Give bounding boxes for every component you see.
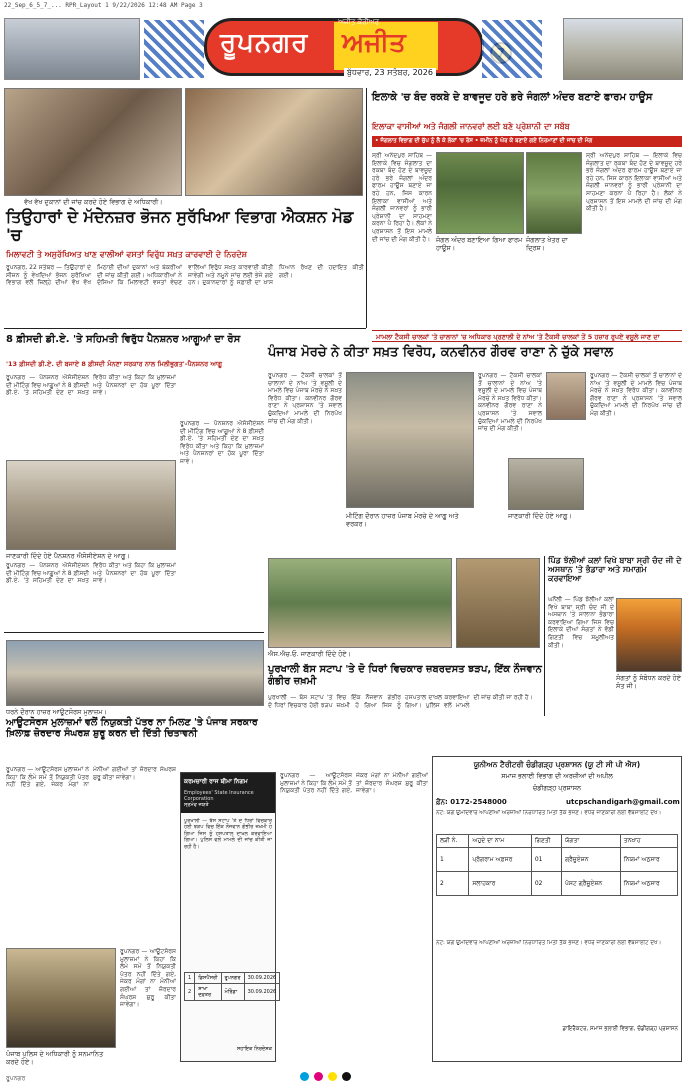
esic-org-name: ਕਰਮਚਾਰੀ ਰਾਜ ਬੀਮਾ ਨਿਗਮ xyxy=(184,778,248,785)
masthead-date: ਬੁੱਧਵਾਰ, 23 ਸਤੰਬਰ, 2026 xyxy=(344,68,436,78)
divider-bottom-left xyxy=(4,632,264,633)
pensioners-body: ਰੂਪਨਗਰ — ਪੈਨਸ਼ਨਰ ਐਸੋਸੀਏਸ਼ਨ ਦੀ ਮੀਟਿੰਗ ਵਿਚ ਆਗੂਆਂ ਨੇ 8 ਫ਼ੀਸਦੀ ਡੀ.ਏ. 'ਤੇ ਸਹਿਮਤੀ ਦੇਣ ਦਾ ਸਖ਼ਤ ਵਿਰੋਧ ਕੀਤਾ ਅਤੇ ਕਿਹਾ ਕਿ ਮੁਲਾਜ਼ਮਾਂ ਅਤੇ ਪੈਨਸ਼ਨਰਾਂ ਦਾ ਹੱਕ ਪੂਰਾ ਦਿੱਤਾ ਜਾਵੇ। xyxy=(180,420,264,465)
table-row: 2 ਸਲਾਹਕਾਰ 02 ਪੋਸਟ ਗ੍ਰੈਜੂਏਸ਼ਨ ਨਿਯਮਾਂ ਅਨੁਸਾਰ xyxy=(437,872,678,896)
ut-ad-title: ਯੂਨੀਅਨ ਟੈਰੀਟਰੀ ਚੰਡੀਗੜ੍ਹ ਪ੍ਰਸ਼ਾਸਨ (ਯੂ ਟੀ ਸੀ ਪੀ ਐਸ) xyxy=(473,760,641,769)
pensioners-body-top: ਰੂਪਨਗਰ — ਪੈਨਸ਼ਨਰ ਐਸੋਸੀਏਸ਼ਨ ਦੀ ਮੀਟਿੰਗ ਵਿਚ ਆਗੂਆਂ ਨੇ 8 ਫ਼ੀਸਦੀ ਡੀ.ਏ. 'ਤੇ ਸਹਿਮਤੀ ਦੇਣ ਦਾ ਸਖ਼ਤ ਵਿਰੋਧ ਕੀਤਾ ਅਤੇ ਕਿਹਾ ਕਿ ਮੁਲਾਜ਼ਮਾਂ ਅਤੇ ਪੈਨਸ਼ਨਰਾਂ ਦਾ ਹੱਕ ਪੂਰਾ ਦਿੱਤਾ ਜਾਵੇ। xyxy=(6,374,176,397)
punjab-morcha-headline: ਪੰਜਾਬ ਮੋਰਚੇ ਨੇ ਕੀਤਾ ਸਖ਼ਤ ਵਿਰੋਧ, ਕਨਵੀਨਰ ਗੌਰਵ ਰਾਣਾ ਨੇ ਚੁੱਕੇ ਸਵਾਲ xyxy=(268,345,614,360)
punjab-morcha-body-mid: ਰੂਪਨਗਰ — ਟੈਕਸੀ ਚਾਲਕਾਂ ਤੋਂ ਚਾਲਾਨਾਂ ਦੇ ਨਾਂਅ 'ਤੇ ਵਸੂਲੀ ਦੇ ਮਾਮਲੇ ਵਿਚ ਪੰਜਾਬ ਮੋਰਚੇ ਨੇ ਸਖ਼ਤ ਵਿਰੋਧ ਕੀਤਾ। ਕਨਵੀਨਰ ਗੌਰਵ ਰਾਣਾ ਨੇ ਪ੍ਰਸ਼ਾਸਨ 'ਤੇ ਸਵਾਲ ਚੁੱਕਦਿਆਂ ਮਾਮਲੇ ਦੀ ਨਿਰਪੱਖ ਜਾਂਚ ਦੀ ਮੰਗ ਕੀਤੀ। xyxy=(478,372,542,433)
ut-ad-phone: ਫ਼ੋਨ: 0172-2548000 xyxy=(436,798,507,806)
leader-caption: ਜਾਣਕਾਰੀ ਦਿੰਦੇ ਹੋਏ ਆਗੂ। xyxy=(508,512,572,520)
masthead-pattern-right xyxy=(482,20,542,78)
ut-ad-intro: ਨੋਟ: ਯੋਗ ਉਮੀਦਵਾਰ ਆਪਣੀਆਂ ਅਰਜ਼ੀਆਂ ਨਿਰਧਾਰਿਤ ਮਿਤੀ ਤੱਕ ਭੇਜਣ। ਵਧੇਰੇ ਜਾਣਕਾਰੀ ਲਈ ਵੈੱਬਸਾਈਟ ਦੇਖੋ। xyxy=(436,810,662,816)
outsource-headline: ਆਊਟਸੋਰਸ ਮੁਲਾਜ਼ਮਾਂ ਵਲੋਂ ਨਿਯੁਕਤੀ ਪੱਤਰ ਨਾ ਮਿਲਣ 'ਤੇ ਪੰਜਾਬ ਸਰਕਾਰ ਖ਼ਿਲਾਫ਼ ਜ਼ੋਰਦਾਰ ਸੰਘਰਸ਼ ਸ਼ੁਰੂ ਕਰਨ ਦੀ ਦਿੱਤੀ ਚਿਤਾਵਨੀ xyxy=(6,717,258,739)
punjab-morcha-caption: ਮੀਟਿੰਗ ਦੌਰਾਨ ਹਾਜ਼ਰ ਪੰਜਾਬ ਮੋਰਚੇ ਦੇ ਆਗੂ ਅਤੇ ਵਰਕਰ। xyxy=(346,512,459,528)
table-row: 1 ਡਿਸਪੈਂਸਰੀ ਰੂਪਨਗਰ 30.09.2026 xyxy=(185,973,280,984)
esic-body: ਪੁਰਖਾਲੀ — ਬੱਸ ਸਟਾਪ 'ਤੇ ਦੋ ਧਿਰਾਂ ਵਿਚਕਾਰ ਹੋਈ ਝੜਪ ਵਿਚ ਇੱਕ ਨੌਜਵਾਨ ਗੰਭੀਰ ਜ਼ਖ਼ਮੀ ਹੋ ਗਿਆ ਜਿਸ ਨੂੰ ਹਸਪਤਾਲ ਦਾਖ਼ਲ ਕਰਵਾਇਆ ਗਿਆ। ਪੁਲਿਸ ਵਲੋਂ ਮਾਮਲੇ ਦੀ ਜਾਂਚ ਕੀਤੀ ਜਾ ਰਹੀ ਹੈ। xyxy=(184,818,272,850)
table-row: 1 ਪ੍ਰੋਗਰਾਮ ਅਫ਼ਸਰ 01 ਗ੍ਰੈਜੂਏਸ਼ਨ ਨਿਯਮਾਂ ਅਨੁਸਾਰ xyxy=(437,848,678,872)
masthead-photo-left xyxy=(4,18,140,80)
color-swatch-yellow xyxy=(328,1072,337,1081)
divider-vertical-top xyxy=(366,88,367,328)
outsource-body-lower: ਰੂਪਨਗਰ — ਆਊਟਸੋਰਸ ਮੁਲਾਜ਼ਮਾਂ ਨੇ ਕਿਹਾ ਕਿ ਲੰਮੇ ਸਮੇਂ ਤੋਂ ਨਿਯੁਕਤੀ ਪੱਤਰ ਨਹੀਂ ਦਿੱਤੇ ਗਏ, ਜੇਕਰ ਮੰਗਾਂ ਨਾ ਮੰਨੀਆਂ ਗਈਆਂ ਤਾਂ ਜ਼ੋਰਦਾਰ ਸੰਘਰਸ਼ ਸ਼ੁਰੂ ਕੀਤਾ ਜਾਵੇਗਾ। xyxy=(120,948,176,1009)
ut-ad-place: ਚੰਡੀਗੜ੍ਹ ਪ੍ਰਸ਼ਾਸਨ xyxy=(532,784,582,792)
pensioners-caption: ਜਾਣਕਾਰੀ ਦਿੰਦੇ ਹੋਏ ਪੈਨਸ਼ਨਰ ਐਸੋਸੀਏਸ਼ਨ ਦੇ ਆਗੂ। xyxy=(6,552,130,560)
police-honour-photo xyxy=(6,948,116,1048)
outsource-body-right: ਰੂਪਨਗਰ — ਆਊਟਸੋਰਸ ਮੁਲਾਜ਼ਮਾਂ ਨੇ ਕਿਹਾ ਕਿ ਲੰਮੇ ਸਮੇਂ ਤੋਂ ਨਿਯੁਕਤੀ ਪੱਤਰ ਨਹੀਂ ਦਿੱਤੇ ਗਏ, ਜੇਕਰ ਮੰਗਾਂ ਨਾ ਮੰਨੀਆਂ ਗਈਆਂ ਤਾਂ ਜ਼ੋਰਦਾਰ ਸੰਘਰਸ਼ ਸ਼ੁਰੂ ਕੀਤਾ ਜਾਵੇਗਾ। xyxy=(280,772,428,795)
masthead-brand-title: ਅਜੀਤ xyxy=(342,28,406,58)
esic-tagline: ਸ੍ਰਮੇਵ ਜਯਤੇ xyxy=(184,802,209,808)
ut-ad-signature: ਡਾਇਰੈਕਟਰ, ਸਮਾਜ ਭਲਾਈ ਵਿਭਾਗ, ਚੰਡੀਗੜ੍ਹ ਪ੍ਰਸ਼ਾਸਨ xyxy=(562,1026,678,1032)
farmhouse-caption: ਜੰਗਲ ਅੰਦਰ ਬਣਾਇਆ ਗਿਆ ਫਾਰਮ ਹਾਊਸ। xyxy=(436,236,523,252)
village-headline: ਪਿੰਡ ਝੱਲੀਆਂ ਕਲਾਂ ਵਿਖੇ ਬਾਬਾ ਸ੍ਰੀ ਚੰਦ ਜੀ ਦੇ ਅਸਥਾਨ 'ਤੇ ਭੰਡਾਰਾ ਅਤੇ ਸਮਾਗਮ ਕਰਵਾਇਆ xyxy=(548,556,682,584)
punjab-morcha-body-right: ਰੂਪਨਗਰ — ਟੈਕਸੀ ਚਾਲਕਾਂ ਤੋਂ ਚਾਲਾਨਾਂ ਦੇ ਨਾਂਅ 'ਤੇ ਵਸੂਲੀ ਦੇ ਮਾਮਲੇ ਵਿਚ ਪੰਜਾਬ ਮੋਰਚੇ ਨੇ ਸਖ਼ਤ ਵਿਰੋਧ ਕੀਤਾ। ਕਨਵੀਨਰ ਗੌਰਵ ਰਾਣਾ ਨੇ ਪ੍ਰਸ਼ਾਸਨ 'ਤੇ ਸਵਾਲ ਚੁੱਕਦਿਆਂ ਮਾਮਲੇ ਦੀ ਨਿਰਪੱਖ ਜਾਂਚ ਦੀ ਮੰਗ ਕੀਤੀ। xyxy=(590,372,682,417)
food-safety-subhead: ਮਿਲਾਵਟੀ ਤੇ ਅਸੁਰੱਖਿਅਤ ਖਾਣ ਵਾਲੀਆਂ ਵਸਤਾਂ ਵਿਰੁੱਧ ਸਖ਼ਤ ਕਾਰਵਾਈ ਦੇ ਨਿਰਦੇਸ਼ xyxy=(6,250,247,259)
divider-village xyxy=(544,556,545,716)
color-swatch-cyan xyxy=(300,1072,309,1081)
pensioners-headline: 8 ਫ਼ੀਸਦੀ ਡੀ.ਏ. 'ਤੇ ਸਹਿਮਤੀ ਵਿਰੁੱਧ ਪੈਨਸ਼ਨਰ ਆਗੂਆਂ ਦਾ ਰੋਸ xyxy=(6,334,241,345)
police-honour-caption: ਪੰਜਾਬ ਪੁਲਿਸ ਦੇ ਅਧਿਕਾਰੀ ਨੂੰ ਸਨਮਾਨਿਤ ਕਰਦੇ ਹੋਏ। xyxy=(6,1050,104,1066)
masthead xyxy=(4,14,683,84)
table-row: 2 ਸ਼ਾਖਾ ਦਫ਼ਤਰ ਮੋਰਿੰਡਾ 30.09.2026 xyxy=(185,984,280,1001)
farmhouse-photo xyxy=(436,152,524,234)
sho-photo xyxy=(456,558,540,648)
ut-ad-table xyxy=(436,834,678,896)
outsource-protest-photo xyxy=(6,640,264,706)
farmhouse-body-left: ਸ੍ਰੀ ਅਨੰਦਪੁਰ ਸਾਹਿਬ — ਇਲਾਕੇ ਵਿਚ ਜੰਗਲਾਤ ਦਾ ਰਕਬਾ ਬੰਦ ਹੋਣ ਦੇ ਬਾਵਜੂਦ ਹਰੇ ਭਰੇ ਜੰਗਲਾਂ ਅੰਦਰ ਫਾਰਮ ਹਾਊਸ ਬਣਾਏ ਜਾ ਰਹੇ ਹਨ, ਜਿਸ ਕਾਰਨ ਇਲਾਕਾ ਵਾਸੀਆਂ ਅਤੇ ਜੰਗਲੀ ਜਾਨਵਰਾਂ ਨੂੰ ਭਾਰੀ ਪ੍ਰੇਸ਼ਾਨੀ ਦਾ ਸਾਹਮਣਾ ਕਰਨਾ ਪੈ ਰਿਹਾ ਹੈ। ਲੋਕਾਂ ਨੇ ਪ੍ਰਸ਼ਾਸਨ ਤੋਂ ਇਸ ਮਾਮਲੇ ਦੀ ਜਾਂਚ ਦੀ ਮੰਗ ਕੀਤੀ ਹੈ। xyxy=(372,152,432,243)
bus-injured-photo xyxy=(268,558,452,648)
bus-clash-body: ਪੁਰਖਾਲੀ — ਬੱਸ ਸਟਾਪ 'ਤੇ ਦੋ ਧਿਰਾਂ ਵਿਚਕਾਰ ਹੋਈ ਝੜਪ ਵਿਚ ਇੱਕ ਨੌਜਵਾਨ ਗੰਭੀਰ ਜ਼ਖ਼ਮੀ ਹੋ ਗਿਆ ਜਿਸ ਨੂੰ ਹਸਪਤਾਲ ਦਾਖ਼ਲ ਕਰਵਾਇਆ ਗਿਆ। ਪੁਲਿਸ ਵਲੋਂ ਮਾਮਲੇ ਦੀ ਜਾਂਚ ਕੀਤੀ ਜਾ ਰਹੀ ਹੈ। xyxy=(268,694,533,709)
bus-clash-headline: ਪੁਰਖਾਲੀ ਬੱਸ ਸਟਾਪ 'ਤੇ ਦੋ ਧਿਰਾਂ ਵਿਚਕਾਰ ਜ਼ਬਰਦਸਤ ਝੜਪ, ਇੱਕ ਨੌਜਵਾਨ ਗੰਭੀਰ ਜ਼ਖ਼ਮੀ xyxy=(268,664,542,687)
outsource-protest-caption: ਧਰਨੇ ਦੌਰਾਨ ਹਾਜ਼ਰ ਆਊਟਸੋਰਸ ਮੁਲਾਜ਼ਮ। xyxy=(6,708,107,716)
color-swatch-magenta xyxy=(314,1072,323,1081)
farmhouse-body-right: ਸ੍ਰੀ ਅਨੰਦਪੁਰ ਸਾਹਿਬ — ਇਲਾਕੇ ਵਿਚ ਜੰਗਲਾਤ ਦਾ ਰਕਬਾ ਬੰਦ ਹੋਣ ਦੇ ਬਾਵਜੂਦ ਹਰੇ ਭਰੇ ਜੰਗਲਾਂ ਅੰਦਰ ਫਾਰਮ ਹਾਊਸ ਬਣਾਏ ਜਾ ਰਹੇ ਹਨ, ਜਿਸ ਕਾਰਨ ਇਲਾਕਾ ਵਾਸੀਆਂ ਅਤੇ ਜੰਗਲੀ ਜਾਨਵਰਾਂ ਨੂੰ ਭਾਰੀ ਪ੍ਰੇਸ਼ਾਨੀ ਦਾ ਸਾਹਮਣਾ ਕਰਨਾ ਪੈ ਰਿਹਾ ਹੈ। ਲੋਕਾਂ ਨੇ ਪ੍ਰਸ਼ਾਸਨ ਤੋਂ ਇਸ ਮਾਮਲੇ ਦੀ ਜਾਂਚ ਦੀ ਮੰਗ ਕੀਤੀ ਹੈ। xyxy=(586,152,682,213)
farmhouse-headline: ਇਲਾਕੇ 'ਚ ਬੰਦ ਰਕਬੇ ਦੇ ਬਾਵਜੂਦ ਹਰੇ ਭਰੇ ਜੰਗਲਾਂ ਅੰਦਰ ਬਣਾਏ ਫਾਰਮ ਹਾਊਸ xyxy=(372,92,653,103)
ut-ad-email: utcpschandigarh@gmail.com xyxy=(566,798,680,806)
village-caption: ਸੰਗਤਾਂ ਨੂੰ ਸੰਬੋਧਨ ਕਰਦੇ ਹੋਏ ਸੰਤ ਜੀ। xyxy=(616,674,681,690)
masthead-pattern-left xyxy=(144,20,204,78)
food-inspection-caption: ਵੱਖ ਵੱਖ ਦੁਕਾਨਾਂ ਦੀ ਜਾਂਚ ਕਰਦੇ ਹੋਏ ਵਿਭਾਗ ਦੇ ਅਧਿਕਾਰੀ। xyxy=(24,198,163,206)
food-inspection-photo-2 xyxy=(185,88,363,196)
divider-horizontal-mid xyxy=(4,328,366,329)
ut-ad-notes: ਨੋਟ: ਯੋਗ ਉਮੀਦਵਾਰ ਆਪਣੀਆਂ ਅਰਜ਼ੀਆਂ ਨਿਰਧਾਰਿਤ ਮਿਤੀ ਤੱਕ ਭੇਜਣ। ਵਧੇਰੇ ਜਾਣਕਾਰੀ ਲਈ ਵੈੱਬਸਾਈਟ ਦੇਖੋ। xyxy=(436,940,662,946)
pensioners-photo xyxy=(6,460,176,550)
footer-label: ਰੂਪਨਗਰ xyxy=(6,1075,26,1082)
esic-signature: ਸਹਾਇਕ ਨਿਰਦੇਸ਼ਕ xyxy=(236,1046,272,1052)
village-body: ਘਨੌਲੀ — ਪਿੰਡ ਝੱਲੀਆਂ ਕਲਾਂ ਵਿਖੇ ਬਾਬਾ ਸ੍ਰੀ ਚੰਦ ਜੀ ਦੇ ਅਸਥਾਨ 'ਤੇ ਸਾਲਾਨਾ ਭੰਡਾਰਾ ਕਰਵਾਇਆ ਗਿਆ ਜਿਸ ਵਿਚ ਇਲਾਕੇ ਦੀਆਂ ਸੰਗਤਾਂ ਨੇ ਵੱਡੀ ਗਿਣਤੀ ਵਿਚ ਸ਼ਮੂਲੀਅਤ ਕੀਤੀ। xyxy=(548,596,614,649)
pensioners-body-lower: ਰੂਪਨਗਰ — ਪੈਨਸ਼ਨਰ ਐਸੋਸੀਏਸ਼ਨ ਦੀ ਮੀਟਿੰਗ ਵਿਚ ਆਗੂਆਂ ਨੇ 8 ਫ਼ੀਸਦੀ ਡੀ.ਏ. 'ਤੇ ਸਹਿਮਤੀ ਦੇਣ ਦਾ ਸਖ਼ਤ ਵਿਰੋਧ ਕੀਤਾ ਅਤੇ ਕਿਹਾ ਕਿ ਮੁਲਾਜ਼ਮਾਂ ਅਤੇ ਪੈਨਸ਼ਨਰਾਂ ਦਾ ਹੱਕ ਪੂਰਾ ਦਿੱਤਾ ਜਾਵੇ। xyxy=(6,562,176,585)
taxi-ticker: ਮਾਮਲਾ ਟੈਕਸੀ ਚਾਲਕਾਂ 'ਤੇ ਚਾਲਾਨਾਂ 'ਚ ਅਧਿਕਾਰ ਪ੍ਰਣਾਲੀ ਦੇ ਨਾਂਅ 'ਤੇ ਟੈਕਸੀ ਚਾਲਕਾਂ ਤੋਂ 5 ਹਜ਼ਾਰ ਰੁਪਏ ਵਸੂਲੇ ਜਾਣ ਦਾ xyxy=(372,330,682,342)
food-safety-headline: ਤਿਉਹਾਰਾਂ ਦੇ ਮੱਦੇਨਜ਼ਰ ਭੋਜਨ ਸੁਰੱਖਿਆ ਵਿਭਾਗ ਐਕਸ਼ਨ ਮੋਡ 'ਚ xyxy=(6,207,354,245)
village-saint-photo xyxy=(616,598,682,672)
masthead-photo-right xyxy=(563,18,683,80)
pensioners-subhead: '13 ਫ਼ੀਸਦੀ ਡੀ.ਏ. ਦੀ ਬਜਾਏ 8 ਫ਼ੀਸਦੀ ਮੰਨਣਾ ਸਰਕਾਰ ਨਾਲ ਮਿਲੀਭੁਗਤ'-ਪੈਨਸ਼ਨਰ ਆਗੂ xyxy=(6,360,223,368)
food-inspection-photo-1 xyxy=(4,88,182,196)
color-swatch-black xyxy=(342,1072,351,1081)
punjab-morcha-body-left: ਰੂਪਨਗਰ — ਟੈਕਸੀ ਚਾਲਕਾਂ ਤੋਂ ਚਾਲਾਨਾਂ ਦੇ ਨਾਂਅ 'ਤੇ ਵਸੂਲੀ ਦੇ ਮਾਮਲੇ ਵਿਚ ਪੰਜਾਬ ਮੋਰਚੇ ਨੇ ਸਖ਼ਤ ਵਿਰੋਧ ਕੀਤਾ। ਕਨਵੀਨਰ ਗੌਰਵ ਰਾਣਾ ਨੇ ਪ੍ਰਸ਼ਾਸਨ 'ਤੇ ਸਵਾਲ ਚੁੱਕਦਿਆਂ ਮਾਮਲੇ ਦੀ ਨਿਰਪੱਖ ਜਾਂਚ ਦੀ ਮੰਗ ਕੀਤੀ। xyxy=(268,372,342,425)
forest-caption: ਜੰਗਲਾਤ ਖੇਤਰ ਦਾ ਦ੍ਰਿਸ਼। xyxy=(526,236,568,252)
masthead-city-title: ਰੂਪਨਗਰ xyxy=(220,28,309,58)
esic-table xyxy=(184,972,280,1001)
table-header-row: ਲੜੀ ਨੰ. ਅਹੁਦੇ ਦਾ ਨਾਮ ਗਿਣਤੀ ਯੋਗਤਾ ਤਨਖ਼ਾਹ xyxy=(437,835,678,848)
punjab-morcha-photo xyxy=(346,372,474,508)
food-safety-body: ਰੂਪਨਗਰ, 22 ਸਤੰਬਰ — ਤਿਉਹਾਰਾਂ ਦੇ ਸੀਜ਼ਨ ਨੂੰ ਵੇਖਦਿਆਂ ਭੋਜਨ ਸੁਰੱਖਿਆ ਵਿਭਾਗ ਵਲੋਂ ਜ਼ਿਲ੍ਹੇ ਦੀਆਂ ਵੱਖ ਵੱਖ ਮਿਠਾਈ ਦੀਆਂ ਦੁਕਾਨਾਂ ਅਤੇ ਬੇਕਰੀਆਂ ਦੀ ਜਾਂਚ ਕੀਤੀ ਗਈ। ਅਧਿਕਾਰੀਆਂ ਨੇ ਦੱਸਿਆ ਕਿ ਮਿਲਾਵਟੀ ਵਸਤਾਂ ਵੇਚਣ ਵਾਲਿਆਂ ਵਿਰੁੱਧ ਸਖ਼ਤ ਕਾਰਵਾਈ ਕੀਤੀ ਜਾਵੇਗੀ ਅਤੇ ਨਮੂਨੇ ਜਾਂਚ ਲਈ ਭੇਜੇ ਗਏ ਹਨ। ਦੁਕਾਨਦਾਰਾਂ ਨੂੰ ਸਫ਼ਾਈ ਦਾ ਖ਼ਾਸ ਧਿਆਨ ਰੱਖਣ ਦੀ ਹਦਾਇਤ ਕੀਤੀ ਗਈ। xyxy=(6,264,364,287)
farmhouse-strap: • ਜੰਗਲਾਤ ਵਿਭਾਗ ਦੀ ਚੁੱਪ ਨੂੰ ਲੈ ਕੇ ਲੋਕਾਂ 'ਚ ਰੋਸ • ਜ਼ਮੀਨ ਨੂੰ ਘੇਰ ਕੇ ਬਣਾਏ ਗਏ ਨਿਰਮਾਣਾਂ ਦੀ ਜਾਂਚ ਦੀ ਮੰਗ xyxy=(372,136,682,147)
sho-caption: ਐਸ.ਐਚ.ਓ. ਜਾਣਕਾਰੀ ਦਿੰਦੇ ਹੋਏ। xyxy=(268,650,351,658)
forest-photo xyxy=(526,152,582,234)
ut-ad-subtitle: ਸਮਾਜ ਭਲਾਈ ਵਿਭਾਗ ਦੀ ਅਰਜ਼ੀਆਂ ਦੀ ਅਪੀਲ xyxy=(501,772,613,780)
leader-photo xyxy=(546,372,586,420)
leader-group-photo xyxy=(508,458,584,510)
esic-org-name-en: Employees' State Insurance Corporation xyxy=(184,790,254,802)
print-slug: 22_Sep_6_5_7_... RPR_Layout 1 9/22/2026 12:48 AM Page 3 xyxy=(4,2,203,9)
masthead-kicker: ਅਜੀਤ ਕੈਰੀਅਰ xyxy=(338,18,379,26)
farmhouse-subhead: ਇਲਾਕਾ ਵਾਸੀਆਂ ਅਤੇ ਜੰਗਲੀ ਜਾਨਵਰਾਂ ਲਈ ਬਣੇ ਪ੍ਰੇਸ਼ਾਨੀ ਦਾ ਸਬੱਬ xyxy=(372,122,570,131)
outsource-body: ਰੂਪਨਗਰ — ਆਊਟਸੋਰਸ ਮੁਲਾਜ਼ਮਾਂ ਨੇ ਕਿਹਾ ਕਿ ਲੰਮੇ ਸਮੇਂ ਤੋਂ ਨਿਯੁਕਤੀ ਪੱਤਰ ਨਹੀਂ ਦਿੱਤੇ ਗਏ, ਜੇਕਰ ਮੰਗਾਂ ਨਾ ਮੰਨੀਆਂ ਗਈਆਂ ਤਾਂ ਜ਼ੋਰਦਾਰ ਸੰਘਰਸ਼ ਸ਼ੁਰੂ ਕੀਤਾ ਜਾਵੇਗਾ। xyxy=(6,766,176,789)
